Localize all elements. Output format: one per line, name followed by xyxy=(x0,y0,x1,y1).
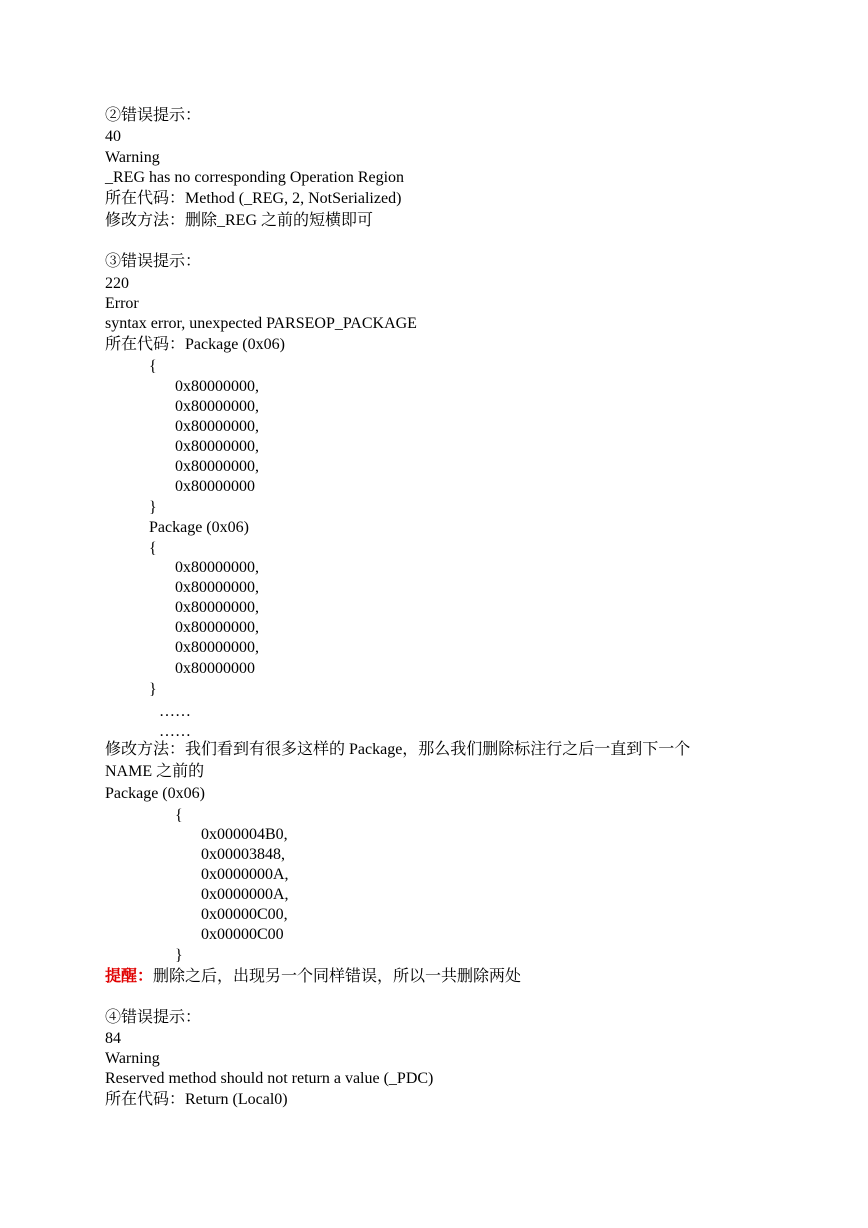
section3-fix-line2: NAME 之前的 xyxy=(105,763,205,780)
section3-level: Error xyxy=(105,295,139,312)
block1-open-brace: { xyxy=(149,358,157,375)
section4-heading: ④错误提示： xyxy=(105,1009,202,1026)
block3-value: 0x000004B0, xyxy=(201,826,288,843)
block2-close-brace: } xyxy=(149,681,157,698)
reminder-line xyxy=(105,967,521,987)
section3-code: 220 xyxy=(105,275,129,292)
ellipsis: …… xyxy=(159,703,191,720)
section3-fix-line1: 修改方法：我们看到有很多这样的 Package，那么我们删除标注行之后一直到下一个 xyxy=(105,741,691,758)
block2-value: 0x80000000, xyxy=(175,559,259,576)
block1-close-brace: } xyxy=(149,499,157,516)
ellipsis: …… xyxy=(159,723,191,740)
section2-level: Warning xyxy=(105,149,160,166)
block3-value: 0x00000C00, xyxy=(201,906,288,923)
section2-code: 40 xyxy=(105,128,121,145)
section4-location: 所在代码：Return (Local0) xyxy=(105,1091,288,1108)
section2-fix: 修改方法：删除_REG 之前的短横即可 xyxy=(105,212,374,229)
reminder-label: 提醒： xyxy=(105,968,154,985)
block1-value: 0x80000000, xyxy=(175,418,259,435)
block1-value: 0x80000000, xyxy=(175,398,259,415)
block1-value: 0x80000000, xyxy=(175,438,259,455)
section2-message: _REG has no corresponding Operation Region xyxy=(105,169,405,186)
block3-value: 0x0000000A, xyxy=(201,866,289,883)
block2-value: 0x80000000, xyxy=(175,619,259,636)
block3-open-brace: { xyxy=(175,807,183,824)
block3-value: 0x00003848, xyxy=(201,846,285,863)
block1-value: 0x80000000 xyxy=(175,478,255,495)
block3-value: 0x00000C00 xyxy=(201,926,284,943)
block2-value: 0x80000000, xyxy=(175,639,259,656)
block2-open-brace: { xyxy=(149,540,157,557)
section4-code: 84 xyxy=(105,1030,121,1047)
block2-value: 0x80000000, xyxy=(175,579,259,596)
section3-location: 所在代码：Package (0x06) xyxy=(105,336,285,353)
package2-line: Package (0x06) xyxy=(149,519,249,536)
block1-value: 0x80000000, xyxy=(175,458,259,475)
reminder-text: 删除之后，出现另一个同样错误，所以一共删除两处 xyxy=(153,968,522,985)
section2-location: 所在代码：Method (_REG, 2, NotSerialized) xyxy=(105,190,402,207)
section3-heading: ③错误提示： xyxy=(105,253,202,270)
block2-value: 0x80000000, xyxy=(175,599,259,616)
section4-message: Reserved method should not return a value (_PDC) xyxy=(105,1070,434,1087)
section3-message: syntax error, unexpected PARSEOP_PACKAGE xyxy=(105,315,417,332)
block3-close-brace: } xyxy=(175,947,183,964)
block1-value: 0x80000000, xyxy=(175,378,259,395)
block2-value: 0x80000000 xyxy=(175,660,255,677)
section2-heading: ②错误提示： xyxy=(105,107,202,124)
section4-level: Warning xyxy=(105,1050,160,1067)
section3-fix-package: Package (0x06) xyxy=(105,785,205,802)
block3-value: 0x0000000A, xyxy=(201,886,289,903)
